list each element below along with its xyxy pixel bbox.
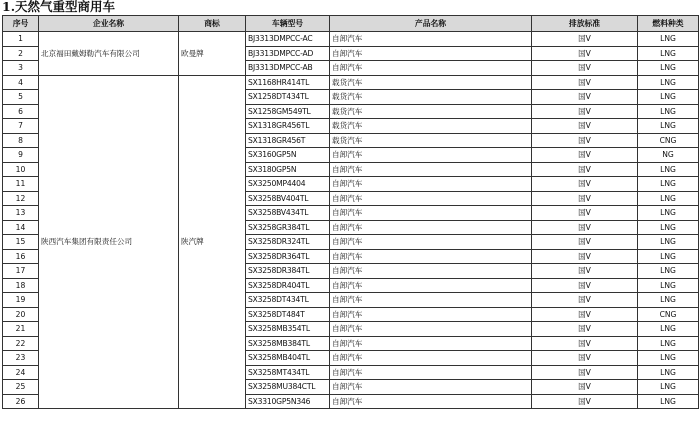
vehicle-model: SX3258MB404TL — [246, 351, 330, 366]
emission-standard: 国Ⅴ — [532, 365, 638, 380]
row-number: 12 — [3, 191, 39, 206]
emission-standard: 国Ⅴ — [532, 61, 638, 76]
fuel-type: LNG — [638, 104, 699, 119]
emission-standard: 国Ⅴ — [532, 46, 638, 61]
emission-standard: 国Ⅴ — [532, 191, 638, 206]
row-number: 1 — [3, 32, 39, 47]
fuel-type: LNG — [638, 32, 699, 47]
product-name: 自卸汽车 — [330, 162, 532, 177]
table-body — [3, 32, 699, 409]
product-name: 自卸汽车 — [330, 249, 532, 264]
vehicle-model: SX1318GR456T — [246, 133, 330, 148]
fuel-type: LNG — [638, 46, 699, 61]
vehicle-model: SX1258GM549TL — [246, 104, 330, 119]
brand-name: 陕汽牌 — [179, 75, 246, 409]
vehicle-model: SX1318GR456TL — [246, 119, 330, 134]
fuel-type: LNG — [638, 191, 699, 206]
fuel-type: LNG — [638, 61, 699, 76]
fuel-type: LNG — [638, 249, 699, 264]
emission-standard: 国Ⅴ — [532, 278, 638, 293]
row-number: 24 — [3, 365, 39, 380]
emission-standard: 国Ⅴ — [532, 264, 638, 279]
emission-standard: 国Ⅴ — [532, 148, 638, 163]
product-name: 载货汽车 — [330, 104, 532, 119]
product-name: 自卸汽车 — [330, 380, 532, 395]
vehicle-model: SX3258DR364TL — [246, 249, 330, 264]
vehicle-model: SX3258BV404TL — [246, 191, 330, 206]
emission-standard: 国Ⅴ — [532, 90, 638, 105]
vehicle-model: SX3258DR384TL — [246, 264, 330, 279]
fuel-type: LNG — [638, 322, 699, 337]
row-number: 9 — [3, 148, 39, 163]
row-number: 8 — [3, 133, 39, 148]
row-number: 6 — [3, 104, 39, 119]
brand-name: 欧曼牌 — [179, 32, 246, 76]
vehicle-table — [2, 15, 699, 409]
row-number: 26 — [3, 394, 39, 409]
row-number: 10 — [3, 162, 39, 177]
vehicle-model: BJ3313DMPCC-AC — [246, 32, 330, 47]
fuel-type: LNG — [638, 220, 699, 235]
vehicle-model: SX3258DR324TL — [246, 235, 330, 250]
fuel-type: LNG — [638, 293, 699, 308]
row-number: 2 — [3, 46, 39, 61]
emission-standard: 国Ⅴ — [532, 75, 638, 90]
product-name: 载货汽车 — [330, 90, 532, 105]
row-number: 17 — [3, 264, 39, 279]
vehicle-model: SX1258DT434TL — [246, 90, 330, 105]
product-name: 自卸汽车 — [330, 351, 532, 366]
emission-standard: 国Ⅴ — [532, 249, 638, 264]
row-number: 25 — [3, 380, 39, 395]
header-model: 车辆型号 — [246, 16, 330, 32]
product-name: 自卸汽车 — [330, 307, 532, 322]
vehicle-model: SX3258MT434TL — [246, 365, 330, 380]
product-name: 自卸汽车 — [330, 206, 532, 221]
fuel-type: LNG — [638, 336, 699, 351]
product-name: 自卸汽车 — [330, 365, 532, 380]
emission-standard: 国Ⅴ — [532, 133, 638, 148]
emission-standard: 国Ⅴ — [532, 394, 638, 409]
product-name: 自卸汽车 — [330, 220, 532, 235]
emission-standard: 国Ⅴ — [532, 307, 638, 322]
header-no: 序号 — [3, 16, 39, 32]
vehicle-model: BJ3313DMPCC-AD — [246, 46, 330, 61]
fuel-type: LNG — [638, 351, 699, 366]
vehicle-model: SX3258DR404TL — [246, 278, 330, 293]
row-number: 11 — [3, 177, 39, 192]
fuel-type: LNG — [638, 394, 699, 409]
fuel-type: LNG — [638, 206, 699, 221]
row-number: 15 — [3, 235, 39, 250]
product-name: 自卸汽车 — [330, 32, 532, 47]
header-fuel: 燃料种类 — [638, 16, 699, 32]
product-name: 自卸汽车 — [330, 336, 532, 351]
header-standard: 排放标准 — [532, 16, 638, 32]
row-number: 5 — [3, 90, 39, 105]
row-number: 21 — [3, 322, 39, 337]
fuel-type: LNG — [638, 278, 699, 293]
product-name: 自卸汽车 — [330, 61, 532, 76]
emission-standard: 国Ⅴ — [532, 119, 638, 134]
fuel-type: LNG — [638, 90, 699, 105]
vehicle-model: SX3250MP4404 — [246, 177, 330, 192]
emission-standard: 国Ⅴ — [532, 206, 638, 221]
product-name: 自卸汽车 — [330, 278, 532, 293]
row-number: 18 — [3, 278, 39, 293]
product-name: 载货汽车 — [330, 133, 532, 148]
vehicle-model: SX3258GR384TL — [246, 220, 330, 235]
fuel-type: LNG — [638, 119, 699, 134]
fuel-type: LNG — [638, 75, 699, 90]
vehicle-model: SX3258MB384TL — [246, 336, 330, 351]
emission-standard: 国Ⅴ — [532, 322, 638, 337]
product-name: 自卸汽车 — [330, 322, 532, 337]
fuel-type: LNG — [638, 162, 699, 177]
fuel-type: LNG — [638, 177, 699, 192]
product-name: 自卸汽车 — [330, 148, 532, 163]
vehicle-model: SX3310GP5N346 — [246, 394, 330, 409]
emission-standard: 国Ⅴ — [532, 351, 638, 366]
emission-standard: 国Ⅴ — [532, 293, 638, 308]
row-number: 20 — [3, 307, 39, 322]
header-product: 产品名称 — [330, 16, 532, 32]
table-header-row — [3, 16, 699, 32]
fuel-type: NG — [638, 148, 699, 163]
row-number: 7 — [3, 119, 39, 134]
fuel-type: CNG — [638, 133, 699, 148]
vehicle-model: SX3258BV434TL — [246, 206, 330, 221]
vehicle-model: SX1168HR414TL — [246, 75, 330, 90]
vehicle-model: SX3258MB354TL — [246, 322, 330, 337]
header-brand: 商标 — [179, 16, 246, 32]
fuel-type: LNG — [638, 235, 699, 250]
emission-standard: 国Ⅴ — [532, 162, 638, 177]
fuel-type: LNG — [638, 380, 699, 395]
product-name: 自卸汽车 — [330, 235, 532, 250]
emission-standard: 国Ⅴ — [532, 336, 638, 351]
enterprise-name: 北京福田戴姆勒汽车有限公司 — [39, 32, 179, 76]
vehicle-model: SX3180GP5N — [246, 162, 330, 177]
row-number: 16 — [3, 249, 39, 264]
vehicle-model: SX3258MU384CTL — [246, 380, 330, 395]
product-name: 自卸汽车 — [330, 191, 532, 206]
product-name: 自卸汽车 — [330, 264, 532, 279]
product-name: 载货汽车 — [330, 119, 532, 134]
header-enterprise: 企业名称 — [39, 16, 179, 32]
emission-standard: 国Ⅴ — [532, 177, 638, 192]
fuel-type: LNG — [638, 264, 699, 279]
vehicle-model: SX3258DT484T — [246, 307, 330, 322]
row-number: 22 — [3, 336, 39, 351]
vehicle-model: BJ3313DMPCC-AB — [246, 61, 330, 76]
table-row — [3, 75, 699, 90]
row-number: 13 — [3, 206, 39, 221]
product-name: 自卸汽车 — [330, 46, 532, 61]
product-name: 自卸汽车 — [330, 293, 532, 308]
vehicle-model: SX3160GP5N — [246, 148, 330, 163]
table-row — [3, 32, 699, 47]
vehicle-model: SX3258DT434TL — [246, 293, 330, 308]
emission-standard: 国Ⅴ — [532, 235, 638, 250]
emission-standard: 国Ⅴ — [532, 32, 638, 47]
row-number: 23 — [3, 351, 39, 366]
row-number: 19 — [3, 293, 39, 308]
row-number: 3 — [3, 61, 39, 76]
emission-standard: 国Ⅴ — [532, 380, 638, 395]
emission-standard: 国Ⅴ — [532, 220, 638, 235]
enterprise-name: 陕西汽车集团有限责任公司 — [39, 75, 179, 409]
product-name: 自卸汽车 — [330, 394, 532, 409]
row-number: 4 — [3, 75, 39, 90]
product-name: 自卸汽车 — [330, 177, 532, 192]
product-name: 载货汽车 — [330, 75, 532, 90]
fuel-type: LNG — [638, 365, 699, 380]
fuel-type: CNG — [638, 307, 699, 322]
section-title: 1.天然气重型商用车 — [2, 0, 116, 14]
emission-standard: 国Ⅴ — [532, 104, 638, 119]
row-number: 14 — [3, 220, 39, 235]
